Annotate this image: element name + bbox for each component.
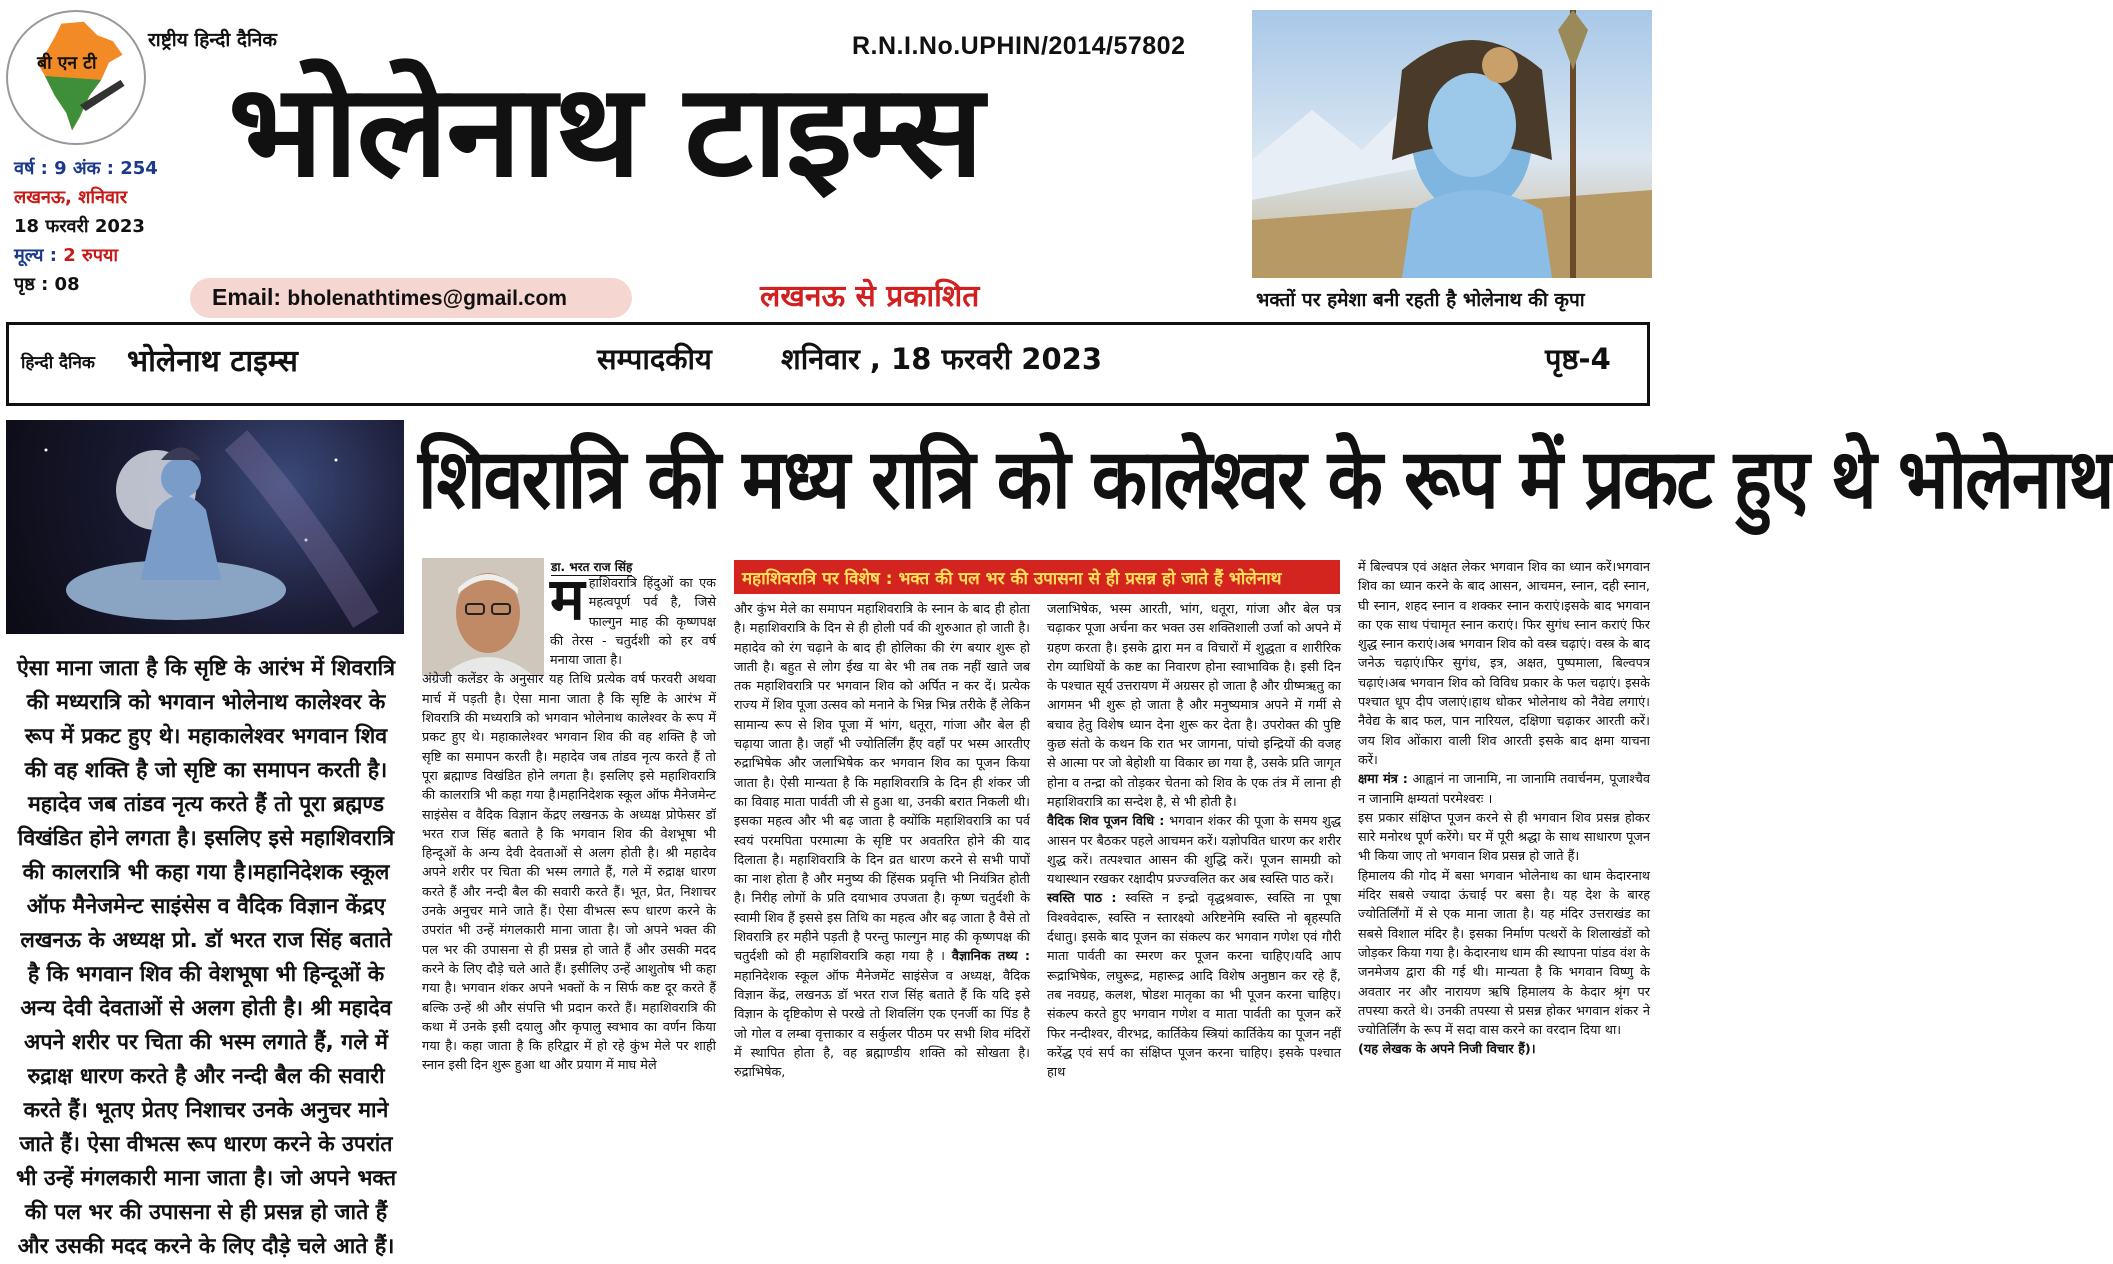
article-column-4 <box>1358 558 1650 1060</box>
newspaper-logo <box>6 10 146 145</box>
email-banner <box>190 278 632 318</box>
newspaper-title: भोलेनाथ टाइम्स <box>228 57 982 206</box>
folio-page: पृष्ठ-4 <box>1545 342 1611 376</box>
city-day: लखनऊ, शनिवार <box>14 187 128 208</box>
column-4-text: में बिल्वपत्र एवं अक्षत लेकर भगवान शिव का ध्यान करें।भगवान शिव का ध्यान करने के बाद आसन, आचमन, स्नान, दही स्नान, घी स्नान, शहद स्नान व शक्कर स्नान कराएं।इसके बाद भगवान का एक साथ पंचामृत स्नान कराएं। फिर सुगंध स्नान कराएं फिर शुद्ध स्नान कराएं।अब भगवान शिव को वस्त्र चढ़ाएं। वस्त्र के बाद जनेऊ चढ़ाएं।फिर सुगंध, इत्र, अक्षत, पुष्पमाला, बिल्वपत्र चढ़ाएं।अब भगवान शिव को विविध प्रकार के फल चढ़ाएं। इसके पश्चात धूप दीप जलाएं।हाथ धोकर भोलेनाथ को नैवेद्य लगाएं।नैवेद्य के बाद फल, पान नारियल, दक्षिणा चढ़ाकर आरती करें।जय शिव ओंकारा वाली शिव आरती इसके बाद क्षमा याचना करें। <box>1358 560 1650 768</box>
price-label: मूल्य : <box>14 245 57 266</box>
kshama-mantra-text: आह्वानं ना जानामि, ना जानामि तवार्चनम, पूजाश्चैव न जानामि क्षम्यतां परमेश्वरः । <box>1358 772 1650 807</box>
folio-name: भोलेनाथ टाइम्स <box>127 344 298 379</box>
tagline: राष्ट्रीय हिन्दी दैनिक <box>148 29 277 51</box>
issue-number: वर्ष : 9 अंक : 254 <box>14 158 158 179</box>
price-value: 2 रुपया <box>63 245 119 266</box>
folio-bar <box>6 322 1650 406</box>
page-count: पृष्ठ : 08 <box>14 274 80 295</box>
column-3-text: जलाभिषेक, भस्म आरती, भांग, धतूरा, गांजा और बेल पत्र चढ़ाकर पूजा अर्चना कर भक्त उस शक्तिशाली उर्जा को अपने में ग्रहण करता है। इसके द्वारा मन व विचारों में शुद्धता व शारीरिक रोग व्याधियों के कष्ट का निवारण होना स्वाभाविक है। इसी दिन के पश्चात सूर्य उत्तरायण में अग्रसर हो जाता है और ग्रीष्मऋतु का आगमन भी शुरू हो जाता है और मनुष्यमात्र अपने में गर्मी से बचाव हेतु विशेष ध्यान देना शुरू कर देता है। उपरोक्त की पुष्टि कुछ संतो के कथन कि रात भर जागना, पांचो इन्द्रियों की वजह से आत्मा पर जो बेहोशी या विकार छा गया है, उसके प्रति जागृत होना व तन्द्रा को तोड़कर चेतना को शिव के एक तंत्र में लाना ही महाशिवरात्रि का सन्देश है, से भी होती है। <box>1047 602 1341 810</box>
masthead <box>0 0 1653 312</box>
swasti-path-text: स्वस्ति न इन्द्रो वृद्धश्रवारू, स्वस्ति ना पूषा विश्ववेदारू, स्वस्ति न स्तारक्ष्यो अरिष्टनेमि स्वस्ति नो बृहस्पति र्दधातु। इसके बाद पूजन का संकल्प कर भगवान गणेश एवं गौरी माता पार्वती का स्मरण कर पूजन करना चाहिए।यदि आप रूद्राभिषेक, लघुरूद्र, महारूद्र आदि विशेष अनुष्ठान कर रहे हैं, तब नवग्रह, कलश, षोडश मातृका का भी पूजन करना चाहिए। संकल्प करते हुए भगवान गणेश व माता पार्वती का पूजन करें फिर नन्दीश्वर, वीरभद्र, कार्तिकेय स्त्रियां कार्तिकेय का पूजन नहीं करेंद्ध एवं सर्प का संक्षिप्त पूजन करना चाहिए। इसके पश्चात हाथ <box>1047 891 1341 1081</box>
column-4-text-3: हिमालय की गोद में बसा भगवान भोलेनाथ का धाम केदारनाथ मंदिर सबसे ज्यादा ऊंचाई पर बसा है। यह देश के बारह ज्योतिर्लिंगों में से एक माना जाता है। यह मंदिर उत्तराखंड का सबसे विशाल मंदिर है। इसका निर्माण पत्थरों के शिलाखंडों को जोड़कर किया गया है। केदारनाथ धाम की स्थापना पांडव वंश के जनमेजय द्वारा की गई थी। मान्यता है कि भगवान विष्णु के अवतार नर और नारायण ऋषि हिमालय के केदार श्रृंग पर तपस्या करते थे। उनकी तपस्या से प्रसन्न होकर भगवान शंकर ने ज्योतिर्लिंग के रूप में सदा वास करने का वरदान दिया था। <box>1358 868 1650 1039</box>
puja-vidhi-label: वैदिक शिव पूजन विधि : <box>1047 814 1165 830</box>
drop-cap: म <box>550 565 585 633</box>
shiva-illustration-icon <box>1252 10 1652 278</box>
email-address[interactable]: bholenathtimes@gmail.com <box>287 287 567 310</box>
folio-type: हिन्दी दैनिक <box>21 353 95 373</box>
kshama-mantra-label: क्षमा मंत्र : <box>1358 772 1408 788</box>
swasti-path-label: स्वस्ति पाठ : <box>1047 891 1117 907</box>
scientific-fact-text: महानिदेशक स्कूल ऑफ मैनेजमेंट साइंसेज व अध्यक्ष, वैदिक विज्ञान केंद्र, लखनऊ डॉ भरत राज सिंह बताते हैं कि यदि इसे विज्ञान के दृष्टिकोण से परखे तो शिवलिंग एक एनर्जी का पिंड है जो गोल व लम्बा वृत्ताकार व सर्कुलर पीठम पर सभी शिव मंदिरों में स्थापित होता है, वह ब्रह्माण्डीय शक्ति को सोखता है। रुद्राभिषेक, <box>734 968 1030 1081</box>
logo-text: बी एन टी <box>37 53 97 74</box>
column-4-text-2: इस प्रकार संक्षिप्त पूजन करने से ही भगवान शिव प्रसन्न होकर सारे मनोरथ पूर्ण करेंगे। घर में पूरी श्रद्धा के साथ साधारण पूजन भी किया जाए तो भगवान शिव प्रसन्न हो जाते हैं। <box>1358 810 1650 865</box>
article-column-1 <box>422 565 716 1076</box>
column-1-text: अंग्रेजी कलेंडर के अनुसार यह तिथि प्रत्येक वर्ष फरवरी अथवा मार्च में पड़ती है। ऐसा माना जाता है कि सृष्टि के आरंभ में शिवरात्रि की मध्यरात्रि को भगवान भोलेनाथ कालेश्वर के रूप में प्रकट हुए थे। महाकालेश्वर भगवान शिव की वह शक्ति है जो सृष्टि का समापन करती है। महादेव जब तांडव नृत्य करते हैं तो पूरा ब्रह्माण्ड विखंडित होने लगता है। इसलिए इसे महाशिवरात्रि की कालरात्रि भी कहा गया है।महानिदेशक स्कूल ऑफ मैनेजमेन्ट साइंसेस व वैदिक विज्ञान केंद्रए लखनऊ के अध्यक्ष प्रोफेसर डॉ भरत राज सिंह बताते है कि भगवान शिव की वेशभूषा भी हिन्दूओं के अन्य देवी देवताओं से अलग होती है। श्री महादेव अपने शरीर पर चिता की भस्म लगाते हैं, गले में रुद्राक्ष धारण करते हैं और नन्दी बैल की सवारी करते हैं। भूत, प्रेत, निशाचर उनके अनुचर माने जाते हैं। ऐसा वीभत्स रूप धारण करने के उपरांत भी उन्हें मंगलकारी माना जाता है। जो अपने भक्त की पल भर की उपासना से ही प्रसन्न हो जाते हैं और उसकी मदद करने के लिए दौड़े चले आते हैं। इसीलिए उन्हें आशुतोष भी कहा गया है। भगवान शंकर अपने भक्तों के न सिर्फ कष्ट दूर करते हैं बल्कि उन्हें श्री और संपत्ति भी प्रदान करते हैं। महाशिवरात्रि की कथा में उनके इसी दयालु और कृपालु स्वभाव का वर्णन किया गया है। कहा जाता है कि हरिद्वार में हो रहे कुंभ मेले पर शाही स्नान इसी दिन शुरू हुआ था और प्रयाग में माघ मेले <box>422 672 716 1074</box>
article-column-2 <box>734 600 1030 1082</box>
scientific-fact-label: वैज्ञानिक तथ्य : <box>951 949 1030 965</box>
issue-date: 18 फरवरी 2023 <box>14 216 145 237</box>
special-feature-banner: महाशिवरात्रि पर विशेष : भक्त की पल भर की उपासना से ही प्रसन्न हो जाते हैं भोलेनाथ <box>734 560 1340 594</box>
email-label: Email: <box>212 284 282 310</box>
shiva-photo <box>1252 10 1652 278</box>
india-map-logo-icon <box>8 12 144 143</box>
article-column-3 <box>1047 600 1341 1082</box>
folio-section: सम्पादकीय <box>597 342 712 376</box>
meditating-shiva-photo <box>6 420 404 634</box>
column-2-text: और कुंभ मेले का समापन महाशिवरात्रि के स्नान के बाद ही होता है। महाशिवरात्रि के दिन से ही होली पर्व की शुरुआत हो जाती है। महादेव को रंग चढ़ाने के बाद ही होलिका की रंग बयार शुरू हो जाती है। बहुत से लोग ईख या बेर भी तब तक नहीं खाते जब तक महाशिवरात्रि पर भगवान शिव को अर्पित न कर दें। प्रत्येक राज्य में शिव पूजा उत्सव को मनाने के भिन्न भिन्न तरीके हैं लेकिन सामान्य रूप से शिव पूजा में भांग, धतूरा, गांजा और बेल ही चढ़ाया जाता है। जहाँ भी ज्योतिर्लिंग हैंए वहाँ पर भस्म आरतीए रुद्राभिषेक और जलाभिषेक कर भगवान शिव का पूजन किया जाता है। ऐसी मान्यता है कि महाशिवरात्रि के दिन ही शंकर जी का विवाह माता पार्वती जी से हुआ था, उनकी बरात निकली थी। इसका महत्व और भी बढ़ जाता है क्योंकि महाशिवरात्रि का पर्व स्वयं परमपिता परमात्मा के सृष्टि पर अवतरित होने की याद दिलाता है। महाशिवरात्रि के दिन व्रत धारण करने से सभी पापों का नाश होता है और मनुष्य की हिंसक प्रवृत्ति भी नियंत्रित होती है। निरीह लोगों के प्रति दयाभाव उपजता है। कृष्ण चतुर्दशी के स्वामी शिव हैं इससे इस तिथि का महत्व और बढ़ जाता है वैसे तो शिवरात्रि हर महीने पड़ती है परन्तु फाल्गुन माह की कृष्णपक्ष की चतुर्दशी को ही महाशिवरात्रि कहा गया है । <box>734 602 1030 965</box>
published-from: लखनऊ से प्रकाशित <box>760 279 980 314</box>
puja-vidhi-text: भगवान शंकर की पूजा के समय शुद्ध आसन पर बैठकर पहले आचमन करें। यज्ञोपवित धारण कर शरीर शुद्ध करें। तत्पश्चात आसन की शुद्धि करें। पूजन सामग्री को यथास्थान रखकर रक्षादीप प्रज्ज्वलित कर अब स्वस्ति पाठ करें। <box>1047 814 1341 888</box>
photo-caption: भक्तों पर हमेशा बनी रहती है भोलेनाथ की कृपा <box>1256 289 1585 311</box>
folio-date: शनिवार , 18 फरवरी 2023 <box>781 342 1103 376</box>
article-summary: ऐसा माना जाता है कि सृष्टि के आरंभ में शिवरात्रि की मध्यरात्रि को भगवान भोलेनाथ कालेश्वर के रूप में प्रकट हुए थे। महाकालेश्वर भगवान शिव की वह शक्ति है जो सृष्टि का समापन करती है। महादेव जब तांडव नृत्य करते हैं तो पूरा ब्रह्मण्ड विखंडित होने लगता है। इसलिए इसे महाशिवरात्रि की कालरात्रि भी कहा गया है।महानिदेशक स्कूल ऑफ मैनेजमेन्ट साइंसेस व वैदिक विज्ञान केंद्रए लखनऊ के अध्यक्ष प्रो. डॉ भरत राज सिंह बताते है कि भगवान शिव की वेशभूषा भी हिन्दूओं के अन्य देवी देवताओं से अलग होती है। श्री महादेव अपने शरीर पर चिता की भस्म लगाते हैं, गले में रुद्राक्ष धारण करते है और नन्दी बैल की सवारी करते हैं। भूतए प्रेतए निशाचर उनके अनुचर माने जाते हैं। ऐसा वीभत्स रूप धारण करने के उपरांत भी उन्हें मंगलकारी माना जाता है। जो अपने भक्त की पल भर की उपासना से ही प्रसन्न हो जाते हैं और उसकी मदद करने के लिए दौड़े चले आते हैं। <box>15 656 397 1259</box>
issue-meta <box>14 154 158 299</box>
author-disclaimer: (यह लेखक के अपने निजी विचार हैं)। <box>1358 1042 1536 1058</box>
meditating-shiva-icon <box>6 420 404 634</box>
column-1-lead: हाशिवरात्रि हिंदुओं का एक महत्वपूर्ण पर्व है, जिसे फाल्गुन माह की कृष्णपक्ष की तेरस - चतुर्दशी को हर वर्ष मनाया जाता है। <box>550 576 716 669</box>
rni-number: R.N.I.No.UPHIN/2014/57802 <box>852 32 1186 60</box>
article-headline: शिवरात्रि की मध्य रात्रि को कालेश्वर के रूप में प्रकट हुए थे भोलेनाथ <box>418 430 2113 528</box>
article-byline: डा. भरत राज सिंह <box>551 560 633 574</box>
